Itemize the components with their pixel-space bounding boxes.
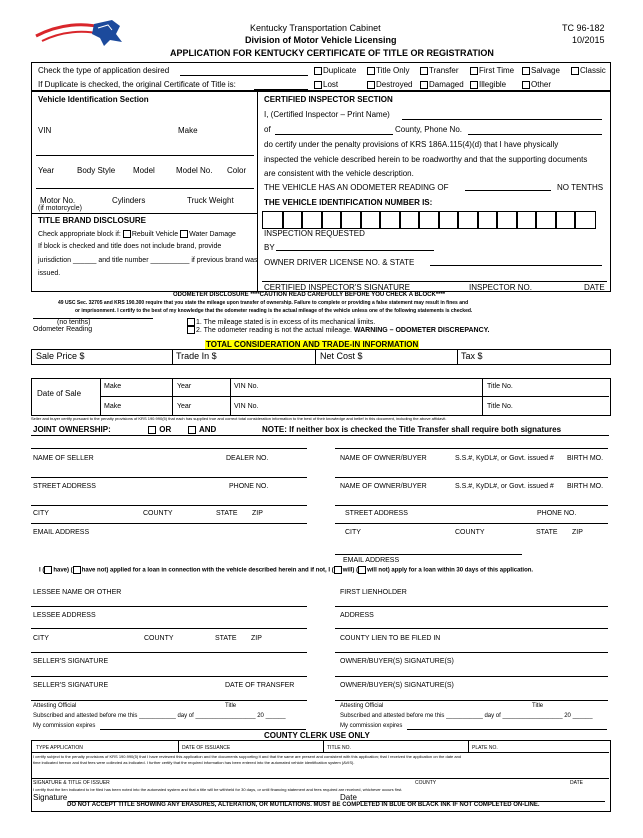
commission-left: My commission expires (33, 723, 96, 729)
trade-year-1: Year (177, 383, 192, 390)
seller-signature-field-1[interactable] (31, 676, 307, 677)
vin-char-box[interactable] (301, 211, 323, 229)
owner-email-field[interactable] (335, 554, 522, 555)
seller-county-label: COUNTY (143, 510, 173, 517)
clerk-date2-label: Date (340, 793, 357, 802)
clerk-date-label: DATE (570, 780, 583, 786)
clerk-signature-label: Signature (33, 793, 68, 802)
loan-will-checkbox[interactable] (334, 566, 342, 574)
vin-char-box[interactable] (340, 211, 362, 229)
owner-ssn-label-2: S.S.#, KyDL#, or Govt. issued # (455, 483, 554, 490)
license-label: OWNER DRIVER LICENSE NO. & STATE (264, 258, 415, 267)
inspector-signature-field[interactable] (262, 281, 607, 282)
joint-and-checkbox[interactable]: AND (188, 425, 216, 434)
owner-street-label: STREET ADDRESS (345, 510, 408, 517)
trade-vin-1: VIN No. (234, 383, 259, 390)
vin-field[interactable] (36, 155, 254, 156)
vin-char-box[interactable] (360, 211, 382, 229)
owner-name-label-2: NAME OF OWNER/BUYER (340, 483, 427, 490)
odometer-no-tenths-label: (no tenths) (57, 319, 91, 326)
trade-year-2: Year (177, 403, 192, 410)
tax-label: Tax $ (461, 351, 483, 361)
attesting-official-right: Attesting Official (340, 703, 384, 709)
type-application-label: TYPE APPLICATION (36, 745, 83, 751)
odometer-reading-input[interactable] (33, 318, 153, 319)
lessee-address-field[interactable] (31, 628, 307, 629)
owner-signature-field-1[interactable] (335, 676, 608, 677)
trade-vin-2: VIN No. (234, 403, 259, 410)
certify-p2: inspected the vehicle described herein to be roadworthy and that the supporting documents (264, 155, 588, 164)
sale-price-label: Sale Price $ (36, 351, 85, 361)
vin-char-box[interactable] (262, 211, 284, 229)
vin-char-box[interactable] (555, 211, 577, 229)
form-number: TC 96-182 (562, 23, 605, 33)
inspector-name-field[interactable] (402, 119, 602, 120)
seller-name-label: NAME OF SELLER (33, 455, 94, 462)
seller-email-label: EMAIL ADDRESS (33, 529, 90, 536)
inspector-section-title: CERTIFIED INSPECTOR SECTION (264, 95, 393, 104)
checkbox-title-only[interactable]: Title Only (367, 66, 410, 75)
app-type-label: Check the type of application desired (38, 66, 170, 75)
trade-title-2: Title No. (487, 403, 513, 410)
vin-char-box[interactable] (418, 211, 440, 229)
owner-name-label: NAME OF OWNER/BUYER (340, 455, 427, 462)
motor-sub-label: (if motorcycle) (38, 205, 82, 212)
owner-city-label: CITY (345, 529, 361, 536)
vin-is-label: THE VEHICLE IDENTIFICATION NUMBER IS: (264, 198, 433, 207)
clerk-plate-no-label: PLATE NO. (472, 745, 498, 751)
lessee-city-label: CITY (33, 635, 49, 642)
division-name: Division of Motor Vehicle Licensing (245, 35, 397, 45)
cylinders-label: Cylinders (112, 196, 146, 205)
model-no-label: Model No. (176, 166, 213, 175)
model-label: Model (133, 166, 155, 175)
joint-note: NOTE: If neither box is checked the Title Transfer shall require both signatures (262, 425, 562, 434)
odometer-text-2: or imprisonment. I certify to the best of my knowledge that the odometer reading is the actual mileage of the vehicle unless one of the following statements is checked. (75, 308, 473, 314)
odometer-option-2[interactable]: 2. The odometer reading is not the actual mileage. WARNING – ODOMETER DISCREPANCY. (187, 326, 489, 334)
seller-phone-label: PHONE NO. (229, 483, 269, 490)
trade-make-1: Make (104, 383, 122, 390)
odometer-title: ODOMETER DISCLOSURE ****CAUTION READ CAREFULLY BEFORE YOU CHECK A BLOCK**** (173, 292, 446, 298)
vin-char-box[interactable] (496, 211, 518, 229)
owner-state-label: STATE (536, 529, 558, 536)
body-style-label: Body Style (77, 166, 116, 175)
seller-signature-field-2[interactable] (31, 700, 307, 701)
issuer-signature-label: SIGNATURE & TITLE OF ISSUER (33, 780, 110, 786)
duplicate-label: If Duplicate is checked, the original Certificate of Title is: (38, 80, 236, 89)
loan-statement: I ( have) ( have not) applied for a loan in connection with the vehicle described herein and if not, I ( will) ( will not) apply for a loan within 30 days of this application. (39, 567, 534, 574)
vin-char-box[interactable] (477, 211, 499, 229)
owner-zip-label: ZIP (572, 529, 583, 536)
checkbox-destroyed[interactable]: Destroyed (367, 80, 412, 89)
commission-right-field[interactable] (407, 729, 607, 730)
form-title: APPLICATION FOR KENTUCKY CERTIFICATE OF TITLE OR REGISTRATION (170, 48, 494, 58)
odometer-text-1: 49 USC Sec. 32705 and KRS 190.300 require that you state the mileage upon transfer of ownership. Failure to complete or providing a false statement may result in fines and (58, 300, 469, 306)
checkbox-duplicate[interactable]: Duplicate (314, 66, 356, 75)
color-label: Color (227, 166, 247, 175)
vin-char-box[interactable] (438, 211, 460, 229)
vin-char-box[interactable] (282, 211, 304, 229)
brand-line1: Check appropriate block if: Rebuilt Vehicle Water Damage (38, 230, 236, 238)
owner-birth-label: BIRTH MO. (567, 455, 604, 462)
no-tenths-label: NO TENTHS (557, 183, 604, 192)
dealer-no-label: DEALER NO. (226, 455, 269, 462)
owner-birth-label-2: BIRTH MO. (567, 483, 604, 490)
year-field[interactable] (36, 188, 254, 189)
form-date: 10/2015 (572, 35, 605, 45)
lessee-name-field[interactable] (31, 606, 307, 607)
inspector-date-label: DATE (584, 283, 605, 292)
loan-have-checkbox[interactable] (44, 566, 52, 574)
checkbox-transfer[interactable]: Transfer (420, 66, 459, 75)
seller-street-field[interactable] (31, 477, 307, 478)
vin-char-box[interactable] (574, 211, 596, 229)
owner-ssn-label: S.S.#, KyDL#, or Govt. issued # (455, 455, 554, 462)
by-label: BY (264, 243, 275, 252)
clerk-county-label: COUNTY (415, 780, 437, 786)
clerk-fine-3: I certify that the lien indicated to be filed has been noted into the automated system and that a title will be withheld for 30 days, or until financing statement and fees required are received, whichever occurs first. (33, 787, 403, 792)
checkbox-other[interactable]: Other (522, 80, 551, 89)
lessee-city-field[interactable] (31, 652, 307, 653)
trade-title-1: Title No. (487, 383, 513, 390)
rebuilt-checkbox[interactable] (123, 230, 131, 238)
brand-line2: If block is checked and title does not include brand, provide (38, 243, 222, 250)
owner-city-field[interactable] (335, 523, 608, 524)
inspector-no-label: INSPECTOR NO. (469, 283, 532, 292)
attesting-official-left: Attesting Official (33, 703, 77, 709)
vin-char-box[interactable] (516, 211, 538, 229)
owner-signature-label-2: OWNER/BUYER(S) SIGNATURE(S) (340, 682, 454, 689)
lien-address-field[interactable] (335, 628, 608, 629)
footer-warning: DO NOT ACCEPT TITLE SHOWING ANY ERASURES, ALTERATION, OR MUTILATIONS. MUST BE COMPLETED IN BLUE OR BLACK INK IF NOT COMPLETED ON-LINE. (67, 802, 540, 808)
owner-email-label: EMAIL ADDRESS (343, 557, 400, 564)
vin-char-box[interactable] (379, 211, 401, 229)
totals-fine-print: Seller and buyer certify pursuant to the penalty provisions of KRS 190.990(5) that each has supplied true and correct total consideration information to the best of their knowledge and belief in this document, including the above affidavit. (31, 416, 447, 421)
lessee-zip-label: ZIP (251, 635, 262, 642)
first-lienholder-label: FIRST LIENHOLDER (340, 589, 407, 596)
checkbox-illegible[interactable]: Illegible (470, 80, 506, 89)
checkbox-first-time[interactable]: First Time (470, 66, 514, 75)
seller-zip-label: ZIP (252, 510, 263, 517)
odometer-option-1[interactable]: 1. The mileage stated is in excess of its mechanical limits. (187, 318, 375, 326)
checkbox-classic[interactable]: Classic (571, 66, 606, 75)
clerk-fine-1: I certify subject to the penalty provisions of KRS 190.990(5) that I have reviewed this application and the documents supporting it and that the same are present and consistent with this application; that I received the application on the date and (33, 754, 462, 759)
clerk-title-no-label: TITLE NO. (327, 745, 351, 751)
owner-name-field[interactable] (335, 448, 608, 449)
brand-title: TITLE BRAND DISCLOSURE (38, 216, 146, 225)
commission-right: My commission expires (340, 723, 403, 729)
vehicle-section-title: Vehicle Identification Section (38, 95, 149, 104)
vin-char-box[interactable] (457, 211, 479, 229)
attesting-title-left: Title (225, 703, 237, 709)
certify-p1: do certify under the penalty provisions of KRS 186A.115(4)(d) that I have physically (264, 140, 559, 149)
inspector-phone-field[interactable] (468, 134, 602, 135)
owner-name-field-2[interactable] (335, 477, 608, 478)
lienholder-field[interactable] (335, 606, 608, 607)
owner-county-label: COUNTY (455, 529, 485, 536)
inspector-name-label: I, (Certified Inspector – Print Name) (264, 110, 390, 119)
net-cost-label: Net Cost $ (320, 351, 363, 361)
owner-street-field[interactable] (335, 505, 608, 506)
brand-line4: issued. (38, 270, 61, 277)
vin-char-box[interactable] (321, 211, 343, 229)
water-damage-checkbox[interactable] (180, 230, 188, 238)
clerk-fine-2: time indicated hereon and that fees were collected as indicated. I further certify that the required information has been entered into the automated vehicle identification system (AVIS). (33, 760, 355, 765)
inspector-county-label: County, Phone No. (395, 125, 463, 134)
agency-name: Kentucky Transportation Cabinet (250, 23, 381, 33)
vin-label: VIN (38, 126, 52, 135)
seller-signature-label-1: SELLER'S SIGNATURE (33, 658, 109, 665)
owner-signature-label-1: OWNER/BUYER(S) SIGNATURE(S) (340, 658, 454, 665)
odometer-reading-field[interactable] (465, 190, 551, 191)
checkbox-lost[interactable]: Lost (314, 80, 338, 89)
seller-state-label: STATE (216, 510, 238, 517)
owner-signature-field-2[interactable] (335, 700, 608, 701)
loan-will-not-checkbox[interactable] (358, 566, 366, 574)
lessee-name-label: LESSEE NAME OR OTHER (33, 589, 122, 596)
owner-phone-label: PHONE NO. (537, 510, 577, 517)
inspector-signature-label: CERTIFIED INSPECTOR'S SIGNATURE (264, 283, 410, 292)
lien-address-label: ADDRESS (340, 612, 374, 619)
attesting-title-right: Title (532, 703, 544, 709)
lien-county-label: COUNTY LIEN TO BE FILED IN (340, 635, 441, 642)
totals-title: TOTAL CONSIDERATION AND TRADE-IN INFORMATION (206, 340, 419, 349)
odometer-reading-label: THE VEHICLE HAS AN ODOMETER READING OF (264, 183, 449, 192)
date-of-sale-label: Date of Sale (37, 389, 82, 398)
brand-line3: jurisdiction ______ and title number __________ if previous brand was (38, 257, 258, 264)
seller-name-field[interactable] (31, 448, 307, 449)
truck-weight-label: Truck Weight (187, 196, 234, 205)
seller-street-label: STREET ADDRESS (33, 483, 96, 490)
seller-city-field[interactable] (31, 505, 307, 506)
motor-no-label: Motor No. (40, 196, 76, 205)
requested-by-field[interactable] (276, 250, 434, 251)
seller-city-label: CITY (33, 510, 49, 517)
lessee-state-label: STATE (215, 635, 237, 642)
subscribed-right: Subscribed and attested before me this ___________ day of __________________ 20 ______ (340, 713, 593, 719)
lessee-county-label: COUNTY (144, 635, 174, 642)
trade-make-2: Make (104, 403, 122, 410)
checkbox-damaged[interactable]: Damaged (420, 80, 464, 89)
year-label: Year (38, 166, 55, 175)
lessee-address-label: LESSEE ADDRESS (33, 612, 96, 619)
date-of-issuance-label: DATE OF ISSUANCE (182, 745, 231, 751)
kentucky-logo (34, 16, 126, 52)
date-of-transfer-label: DATE OF TRANSFER (225, 682, 295, 689)
vin-char-box[interactable] (399, 211, 421, 229)
checkbox-salvage[interactable]: Salvage (522, 66, 560, 75)
inspector-of-field[interactable] (275, 134, 393, 135)
lien-county-field[interactable] (335, 652, 608, 653)
seller-signature-label-2: SELLER'S SIGNATURE (33, 682, 109, 689)
trade-in-label: Trade In $ (176, 351, 217, 361)
license-field[interactable] (430, 265, 602, 266)
certify-p3: are consistent with the vehicle description. (264, 169, 414, 178)
make-label: Make (178, 126, 198, 135)
inspection-requested-label: INSPECTION REQUESTED (264, 229, 365, 238)
odometer-reading-caption: Odometer Reading (33, 326, 93, 333)
vin-char-box[interactable] (535, 211, 557, 229)
seller-email-field[interactable] (31, 523, 307, 524)
subscribed-left: Subscribed and attested before me this ___________ day of __________________ 20 ______ (33, 713, 286, 719)
joint-ownership-label: JOINT OWNERSHIP: (33, 425, 111, 434)
inspector-of-label: of (264, 125, 271, 134)
joint-or-checkbox[interactable]: OR (148, 425, 171, 434)
loan-have-not-checkbox[interactable] (73, 566, 81, 574)
county-clerk-title: COUNTY CLERK USE ONLY (264, 731, 370, 740)
commission-left-field[interactable] (100, 729, 306, 730)
